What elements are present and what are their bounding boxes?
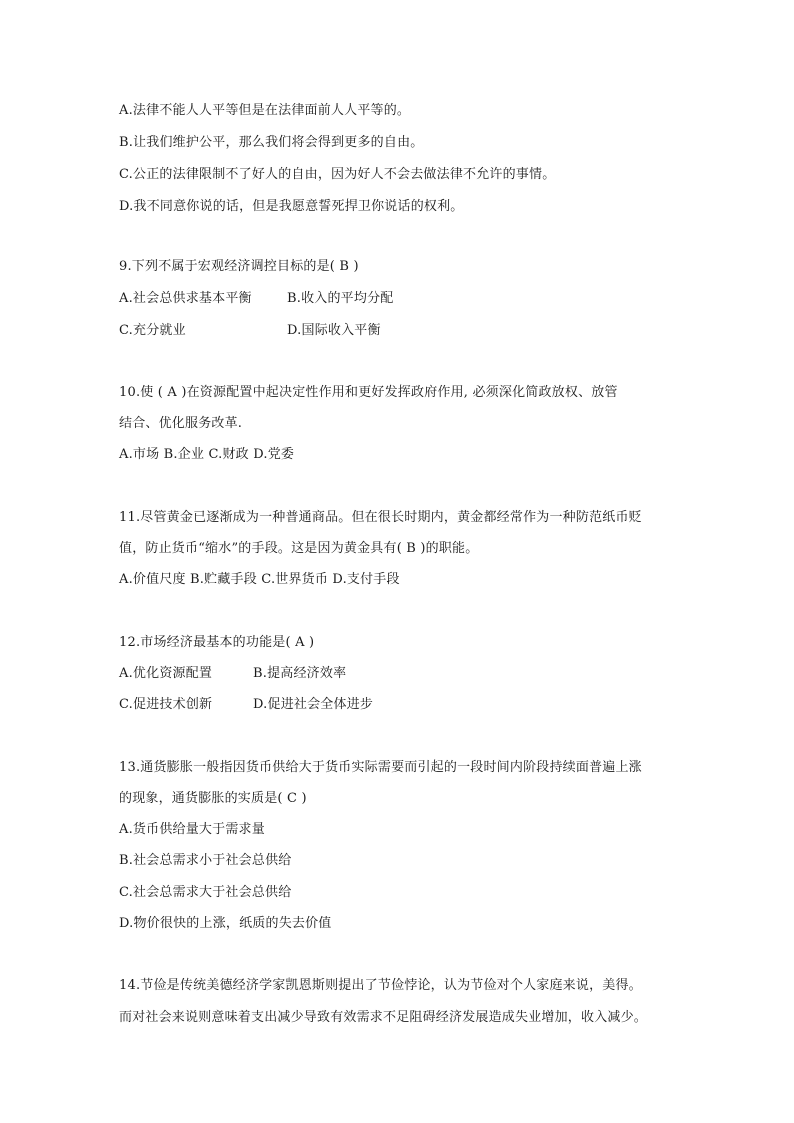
- q9-option-c: C.充分就业: [119, 323, 186, 338]
- q13-option-c: C.社会总需求大于社会总供给: [119, 885, 292, 900]
- q9-stem: 9.下列不属于宏观经济调控目标的是( B ): [119, 259, 359, 274]
- q14-stem-line1: 14.节俭是传统美德经济学家凯恩斯则提出了节俭悖论，认为节俭对个人家庭来说，美得。: [119, 978, 642, 993]
- q9-option-a: A.社会总供求基本平衡: [119, 291, 252, 306]
- q9-option-d: D.国际收入平衡: [287, 323, 381, 338]
- q11-stem-line2: 值，防止货币“缩水”的手段。这是因为黄金具有( B )的职能。: [119, 541, 479, 556]
- q11-options: A.价值尺度 B.贮藏手段 C.世界货币 D.支付手段: [119, 572, 400, 587]
- q12-stem: 12.市场经济最基本的功能是( A ): [119, 635, 315, 650]
- q13-option-d: D.物价很快的上涨，纸质的失去价值: [119, 916, 332, 931]
- q8-option-b: B.让我们维护公平，那么我们将会得到更多的自由。: [119, 135, 424, 150]
- q9-options-row2: [119, 322, 381, 340]
- q10-stem-line1: 10.使 ( A )在资源配置中起决定性作用和更好发挥政府作用, 必须深化简政放权、放管: [119, 385, 618, 400]
- q12-options-row1: [119, 665, 346, 683]
- q13-stem-line1: 13.通货膨胀一般指因货币供给大于货币实际需要而引起的一段时间内阶段持续面普遍上涨: [119, 760, 642, 775]
- q8-option-d: D.我不同意你说的话，但是我愿意誓死捍卫你说话的权利。: [119, 199, 464, 214]
- q8-option-c: C.公正的法律限制不了好人的自由，因为好人不会去做法律不允许的事情。: [119, 167, 556, 182]
- q12-option-a: A.优化资源配置: [119, 666, 213, 681]
- q13-option-a: A.货币供给量大于需求量: [119, 822, 265, 837]
- q11-stem-line1: 11.尽管黄金已逐渐成为一种普通商品。但在很长时期内，黄金都经常作为一种防范纸币贬: [119, 510, 642, 525]
- q10-stem-line2: 结合、优化服务改革.: [119, 416, 243, 431]
- q12-option-d: D.促进社会全体进步: [253, 697, 374, 712]
- q8-option-a: A.法律不能人人平等但是在法律面前人人平等的。: [119, 103, 411, 118]
- q13-stem-line2: 的现象，通货膨胀的实质是( C ): [119, 791, 307, 806]
- q12-option-c: C.促进技术创新: [119, 697, 213, 712]
- q9-options-row1: [119, 290, 394, 308]
- q13-option-b: B.社会总需求小于社会总供给: [119, 853, 292, 868]
- q14-stem-line2: 而对社会来说则意味着支出减少导致有效需求不足阻碍经济发展造成失业增加，收入减少。: [119, 1010, 648, 1025]
- q9-option-b: B.收入的平均分配: [287, 291, 394, 306]
- q10-options: A.市场 B.企业 C.财政 D.党委: [119, 447, 295, 462]
- q12-options-row2: [119, 696, 373, 714]
- q12-option-b: B.提高经济效率: [253, 666, 347, 681]
